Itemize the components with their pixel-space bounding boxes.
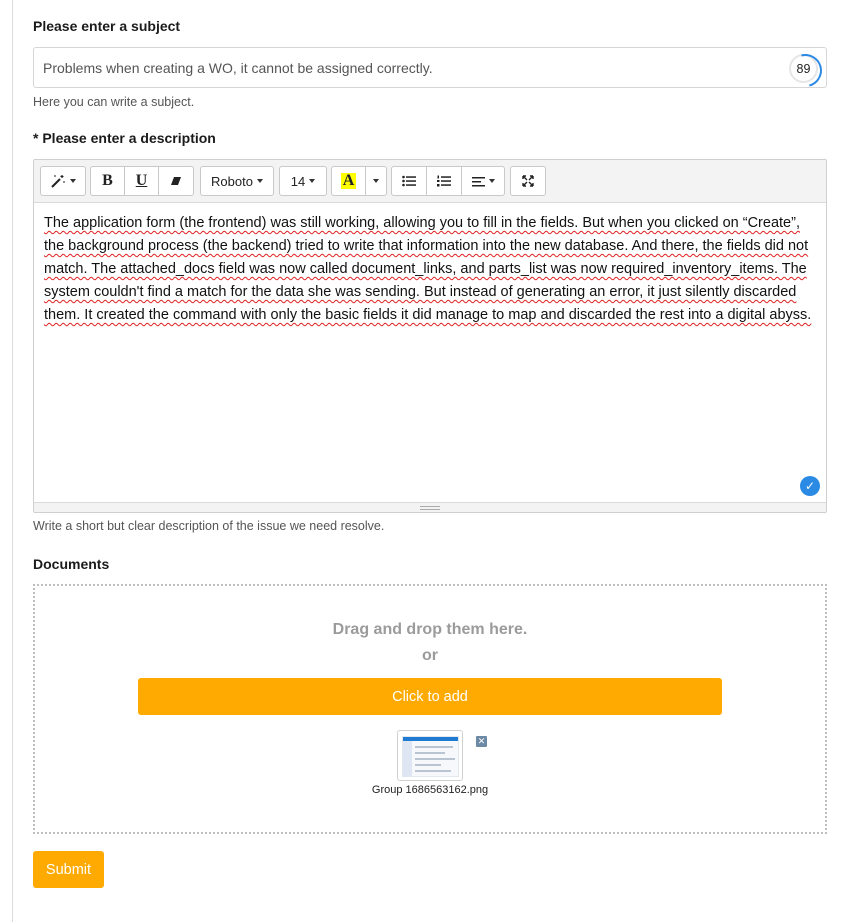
unordered-list-icon [402, 175, 416, 187]
subject-input[interactable] [33, 47, 827, 88]
description-text: The application form (the frontend) was still working, allowing you to fill in the fields. But when you clicked on “Create”, the background process (the backend) tried to write that information into the new database. And there, the fields did not match. The attached_docs field was now called document_links, and parts_list was now required_inventory_items. The system couldn't find a match for the data she was sending. But instead of generating an error, it just silently discarded them. It created the command with only the basic fields it did manage to map and discarded the rest into a digital abyss. [44, 215, 812, 323]
bold-button[interactable]: B [91, 167, 125, 195]
thumbnail-preview [402, 736, 459, 777]
clear-format-button[interactable] [159, 167, 193, 195]
paragraph-group [391, 166, 505, 196]
subject-help: Here you can write a subject. [33, 95, 195, 109]
subject-value: Problems when creating a WO, it cannot be assigned correctly. [43, 60, 433, 76]
document-dropzone[interactable] [33, 584, 827, 834]
description-editor [33, 159, 827, 513]
remove-file-button[interactable]: ✕ [477, 736, 486, 746]
font-size-dropdown[interactable] [280, 167, 326, 195]
underline-button[interactable]: U [125, 167, 159, 195]
magic-wand-icon [50, 174, 66, 188]
left-border [12, 0, 13, 922]
dropzone-title: Drag and drop them here. [332, 621, 528, 638]
style-group [40, 166, 86, 196]
subject-label: Please enter a subject [33, 18, 181, 34]
description-help: Write a short but clear description of the issue we need resolve. [33, 519, 385, 533]
font-family-group [200, 166, 274, 196]
align-icon [472, 176, 485, 187]
eraser-icon [170, 175, 182, 187]
font-size-group [279, 166, 327, 196]
fullscreen-icon [522, 175, 534, 187]
highlight-letter: A [342, 172, 355, 189]
grip-icon [420, 506, 440, 510]
editor-toolbar [34, 160, 826, 203]
ordered-list-button[interactable] [427, 167, 462, 195]
check-icon: ✓ [800, 476, 820, 496]
color-dropdown[interactable] [366, 167, 386, 195]
documents-label: Documents [33, 556, 110, 572]
file-thumbnail[interactable] [397, 730, 463, 781]
editor-content[interactable] [34, 203, 826, 493]
font-family-value: Roboto [211, 173, 253, 189]
text-color-button[interactable] [332, 167, 366, 195]
submit-button[interactable]: Submit [33, 851, 104, 888]
align-dropdown[interactable] [462, 167, 504, 195]
font-size-value: 14 [290, 173, 306, 189]
font-style-group [90, 166, 194, 196]
ordered-list-icon [437, 175, 451, 187]
file-name: Group 1686563162.png [371, 784, 489, 796]
dropzone-or: or [422, 647, 438, 664]
magic-wand-button[interactable] [41, 167, 85, 195]
description-label: * Please enter a description [33, 130, 216, 146]
character-counter: 89 [789, 54, 818, 83]
fullscreen-button[interactable] [511, 167, 545, 195]
unordered-list-button[interactable] [392, 167, 427, 195]
color-group [331, 166, 387, 196]
editor-resize-handle[interactable] [34, 502, 826, 512]
font-family-dropdown[interactable] [201, 167, 273, 195]
view-group [510, 166, 546, 196]
click-to-add-button[interactable]: Click to add [138, 678, 722, 715]
